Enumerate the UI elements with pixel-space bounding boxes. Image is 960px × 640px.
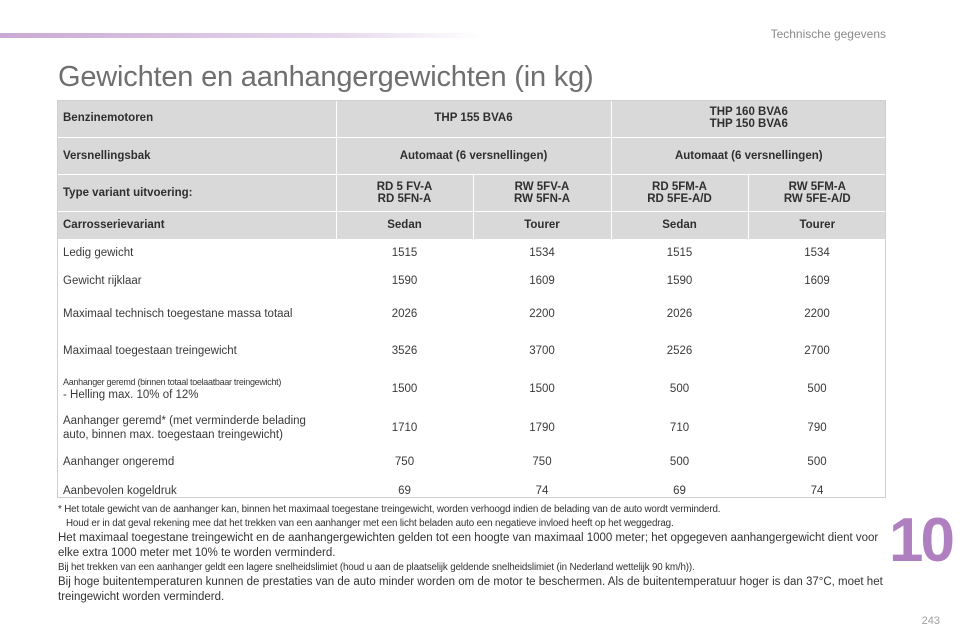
table-cell: 1609 [804,275,830,287]
chapter-number: 10 [889,506,952,575]
table-cell: 500 [669,455,690,468]
variant-row [57,174,886,211]
table-cell: 2200 [804,307,830,320]
table-row [57,295,886,332]
table-cell: 74 [810,485,824,497]
engine-2 [611,100,886,137]
engine-1: THP 155 BVA6 [336,100,611,137]
note-speed: Bij het trekken van een aanhanger geldt een lagere snelheidslimiet (houd u aan de plaatselijk geldende snelheidslimiet (in Nederland wettelijk 90 km/h)). [58,562,695,573]
table-cell: 1534 [529,247,555,260]
gearbox-label: Versnellingsbak [57,137,336,174]
table-cell: 3700 [529,344,555,357]
table-cell: 1609 [529,275,555,287]
table-row [57,332,886,369]
row-label: Maximaal toegestaan treingewicht [63,344,237,357]
footnote-line1: * Het totale gewicht van de aanhanger kan, binnen het maximaal toegestane treingewicht, worden verhoogd indien de belading van de auto wordt verminderd. [58,504,721,515]
header-accent-bar [0,33,480,38]
table-cell: 74 [535,485,549,497]
table-cell: 69 [673,485,686,497]
table-row [57,369,886,409]
variant-cell: RW 5FV-A RW 5FN-A [473,174,611,211]
page-number: 243 [921,615,940,627]
body-cell: Tourer [748,211,886,239]
engine-row [57,100,886,137]
table-cell: 69 [398,485,411,497]
footnote-line2: Houd er in dat geval rekening mee dat het trekken van een aanhanger met een licht beladen auto een negatieve invloed heeft op het weggedrag. [66,518,674,529]
table-cell: 1534 [804,247,830,260]
body-row [57,211,886,239]
row-label-sub: - Helling max. 10% of 12% [63,389,199,401]
table-cell: 1590 [666,275,693,287]
table-cell: 500 [807,383,827,395]
body-cell: Tourer [473,211,611,239]
table-cell: 500 [669,383,690,395]
row-label: Maximaal technisch toegestane massa totaal [63,307,293,320]
variant-cell: RW 5FM-A RW 5FE-A/D [748,174,886,211]
gearbox-2: Automaat (6 versnellingen) [611,137,886,174]
variant-label: Type variant uitvoering: [57,174,336,211]
table-cell: 1515 [666,247,693,260]
row-label: Aanbevolen kogeldruk [63,485,177,497]
table-cell: 1710 [391,422,418,434]
table-row [57,476,886,506]
table-cell: 1500 [391,383,418,395]
note-temperature: Bij hoge buitentemperaturen kunnen de prestaties van de auto minder worden om de motor te beschermen. Als de buitentemperatuur hoger is dan 37°C, moet het treingewicht worden verminderd. [58,576,883,603]
notes [58,503,888,605]
table-cell: 2026 [666,307,693,320]
variant-cell: RD 5 FV-A RD 5FN-A [336,174,473,211]
table-cell: 2526 [666,344,693,357]
note-altitude: Het maximaal toegestane treingewicht en de aanhangergewichten gelden tot een hoogte van maximaal 1000 meter; het opgegeven aanhangergewicht dient voor elke extra 1000 meter met 10% te worden verminderd. [58,532,879,559]
row-label [57,369,336,409]
table-cell: 750 [532,455,552,468]
variant-cell: RD 5FM-A RD 5FE-A/D [611,174,748,211]
body-cell: Sedan [336,211,473,239]
table-row [57,267,886,295]
table-row [57,409,886,447]
table-cell: 790 [807,422,827,434]
table-cell: 1790 [529,422,555,434]
table-cell: 3526 [391,344,418,357]
engine-2-line1: THP 160 BVA6 [709,106,788,119]
body-label: Carrosserievariant [57,211,336,239]
table-cell: 2700 [804,344,830,357]
table-cell: 750 [394,455,415,468]
row-label: Aanhanger ongeremd [63,455,175,468]
table-cell: 710 [669,422,690,434]
row-label: Ledig gewicht [63,247,134,260]
gearbox-row [57,137,886,174]
weights-table [57,100,886,506]
table-row [57,239,886,267]
row-label: Aanhanger geremd* (met verminderde belading auto, binnen max. toegestaan treingewicht) [63,415,306,441]
table-cell: 1515 [391,247,418,260]
table-cell: 500 [807,455,827,468]
table-row [57,447,886,476]
body-cell: Sedan [611,211,748,239]
table-cell: 2026 [391,307,418,320]
engine-label: Benzinemotoren [57,100,336,137]
section-title: Technische gegevens [770,27,886,41]
gearbox-1: Automaat (6 versnellingen) [336,137,611,174]
table-cell: 2200 [529,307,555,320]
row-label: Gewicht rijklaar [63,275,142,287]
table-cell: 1590 [391,275,418,287]
row-label-small: Aanhanger geremd (binnen totaal toelaatbaar treingewicht) [63,377,282,387]
table-cell: 1500 [529,383,555,395]
engine-2-line2: THP 150 BVA6 [709,118,788,131]
page-title: Gewichten en aanhangergewichten (in kg) [58,61,594,93]
